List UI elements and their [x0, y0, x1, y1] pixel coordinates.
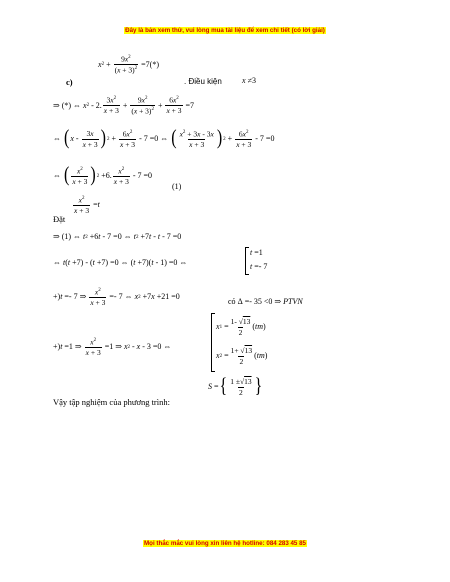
roots-bracket — [211, 313, 215, 372]
condition-label: . Điều kiện — [184, 77, 222, 86]
conclusion-text: Vậy tập nghiệm của phương trình: — [53, 397, 170, 407]
root-t2: t =- 7 — [250, 262, 268, 271]
footer-notice: Mọi thắc mắc vui lòng xin liên hệ hotline: 084 283 45 85 — [144, 540, 306, 547]
condition-expression: x ≠3 — [242, 76, 256, 85]
discriminant: có Δ =- 35 <0 ⇒ PTVN — [228, 297, 303, 306]
step-5: ⇔ t ( t +7) - ( t +7) =0 ⇔ ( t +7)( t - 1) =0 ⇔ — [53, 258, 188, 267]
root-x2: x 2 = $\frac{1+ √13}{2}$ ( tm ) — [216, 346, 268, 366]
set-word: Đặt — [53, 214, 66, 224]
step-1: ⇒ (*) ⇔ x 2 - 2. $\frac{3x^2}{x + 3}$ + $\frac{9x^2}{(x + 3)^2}$ + $\frac{6x^2}{x + 3}$ =7 — [53, 95, 195, 116]
header-notice: Đây là bản xem thử, vui lòng mua tài liệu để xem chi tiết (có lời giải) — [125, 27, 325, 34]
step-2: ⇔ ( x - $\frac{3x}{x + 3}$ ) 2 + $\frac{6x^2}{x + 3}$ - 7 =0 ⇔ ( $\frac{x^2 + 3x - 3x}{x + 3}$ ) 2 + $\frac{6x^2}{x + 3}$ - 7 =0 — [53, 127, 275, 150]
eq1-tag: (1) — [172, 182, 182, 191]
root-t1: t =1 — [250, 248, 263, 257]
step-3: ⇔ ( $\frac{x^2}{x + 3}$ ) 2 +6. $\frac{x^2}{x + 3}$ - 7 =0 — [53, 164, 153, 187]
substitution: $\frac{x^2}{x + 3}$ = t — [74, 195, 100, 215]
solution-bracket — [245, 247, 249, 275]
problem-label: c) — [66, 77, 73, 87]
step-4: ⇒ (1) ⇔ t 2 +6 t - 7 =0 ⇔ t 2 +7 t - t - 7 =0 — [53, 232, 182, 241]
root-x1: x 1 = $\frac{1- √13}{2}$ ( tm ) — [216, 317, 266, 337]
case-t-neg7: +) t =- 7 ⇒ $\frac{x^2}{x + 3}$ =- 7 ⇔ x 2 +7 x +21 =0 — [53, 287, 180, 307]
case-t-1: +) t =1 ⇒ $\frac{x^2}{x + 3}$ =1 ⇒ x 2 - x - 3 =0 ⇔ — [53, 337, 172, 357]
problem-equation: x 2 + $\frac{9x^2}{(x + 3)^2}$ =7 (*) — [98, 54, 159, 75]
solution-set: S = { $\frac{1 \pm√13}{2}$ } — [208, 375, 263, 398]
